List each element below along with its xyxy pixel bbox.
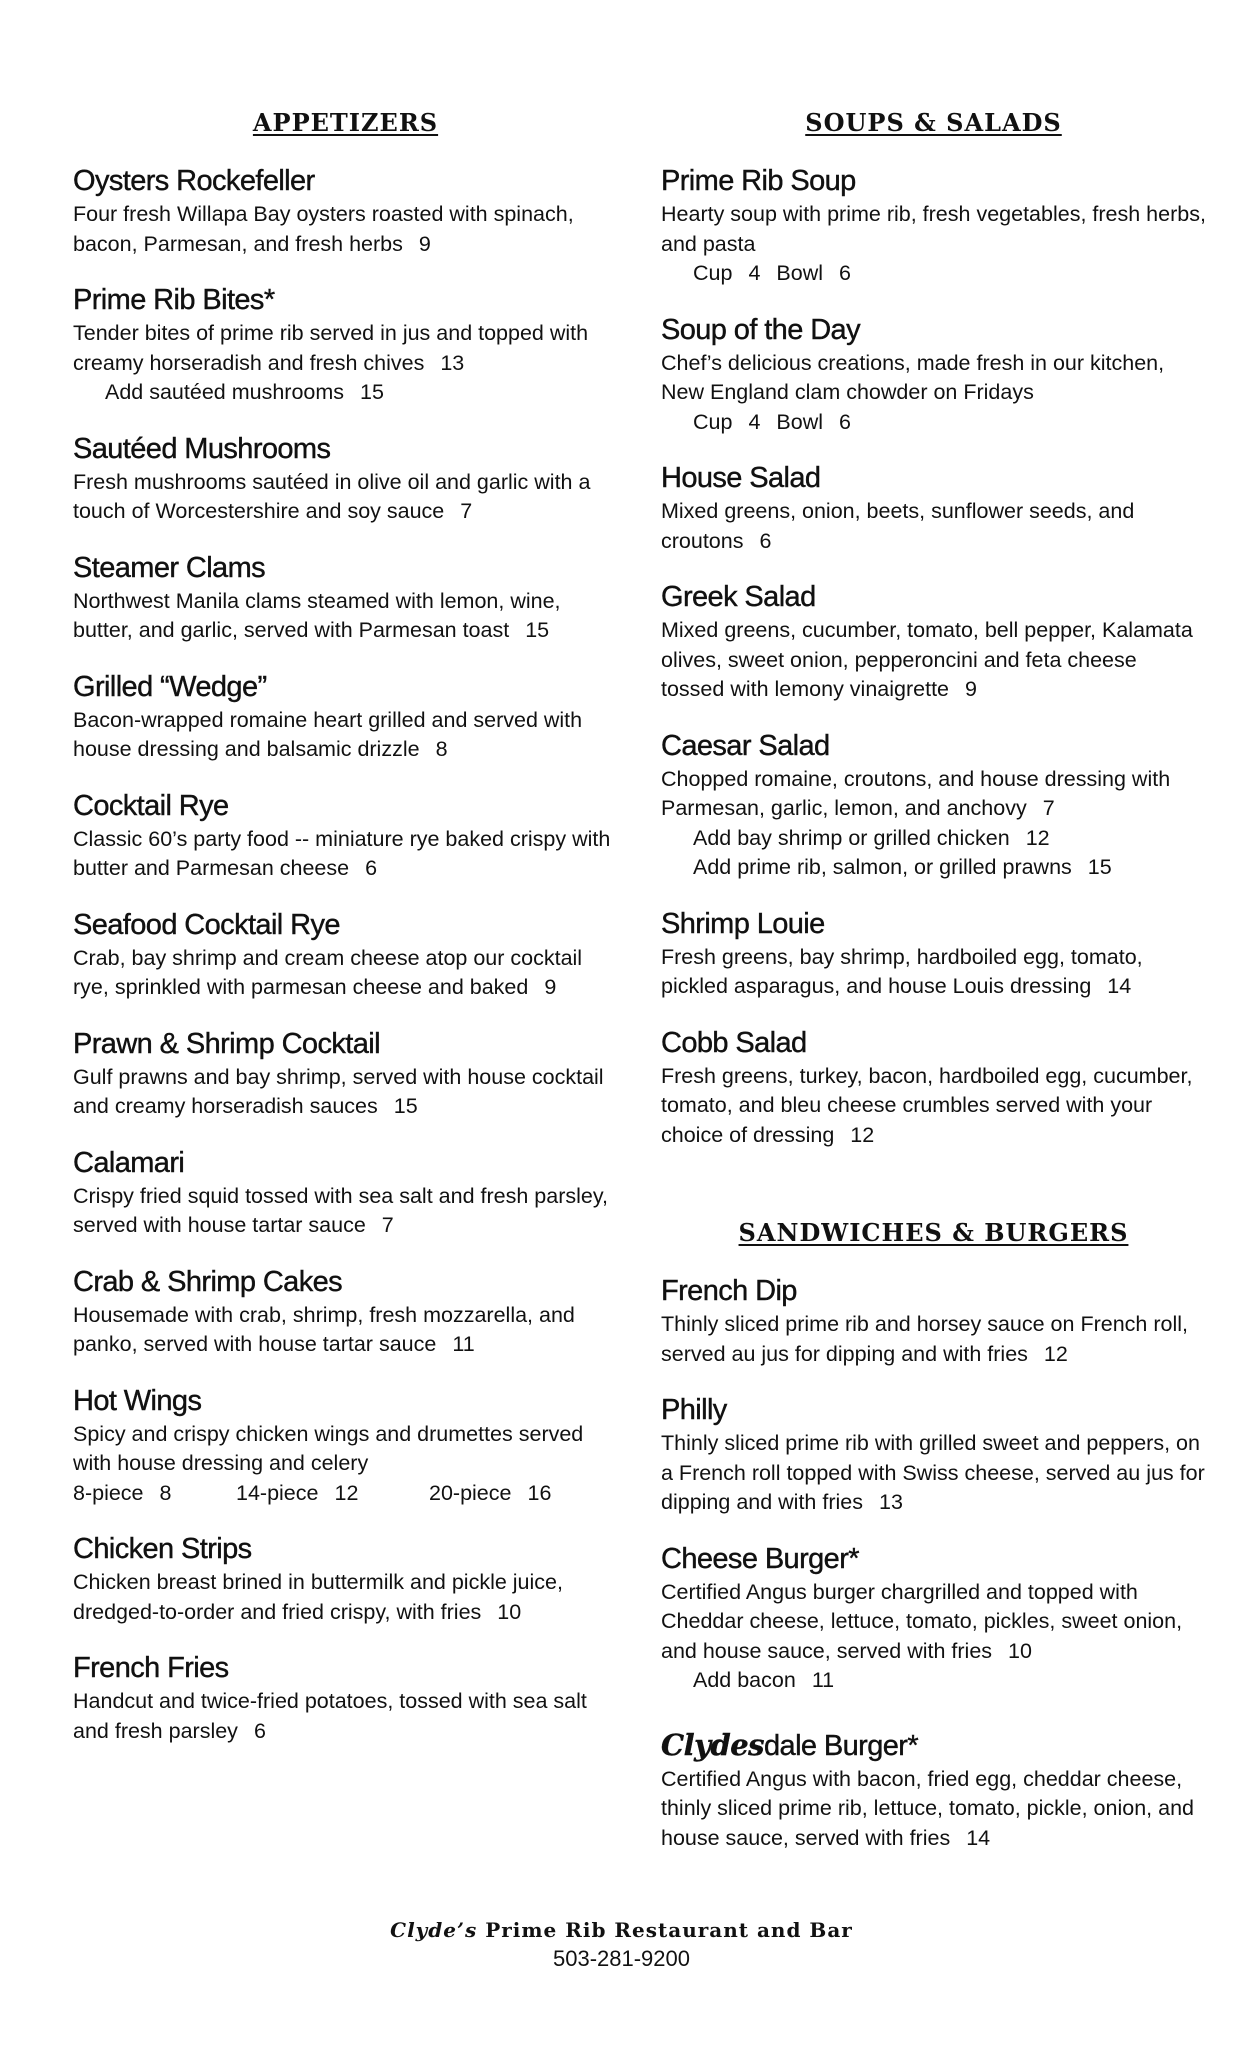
item-price: 7	[381, 1213, 394, 1237]
item-price: 9	[965, 677, 977, 701]
item-name: Clydesdale Burger*	[661, 1727, 919, 1762]
size-option: 8-piece 8	[73, 1480, 172, 1505]
item-price: 6	[759, 528, 772, 553]
menu-item	[73, 430, 618, 527]
item-description: Thinly sliced prime rib with grilled sweet and peppers, on a French roll topped with Swiss cheese, served au jus for dipping and with fries 13	[661, 1431, 1205, 1514]
item-price: 13	[440, 350, 465, 375]
item-price: 9	[418, 231, 431, 256]
item-name: Seafood Cocktail Rye	[73, 908, 340, 941]
menu-item	[73, 906, 618, 1003]
item-description: Classic 60’s party food -- miniature rye baked crispy with butter and Parmesan cheese 6	[73, 826, 611, 880]
cup-bowl-prices: Cup 4 Bowl 6	[693, 409, 851, 434]
item-description: Chef’s delicious creations, made fresh in our kitchen, New England clam chowder on Fridays	[661, 350, 1165, 404]
menu-item	[73, 668, 618, 765]
item-description: Mixed greens, onion, beets, sunflower seeds, and croutons 6	[661, 499, 1135, 553]
menu-item	[73, 1649, 618, 1746]
item-price: 9	[544, 975, 557, 999]
item-price: 12	[1043, 1341, 1068, 1366]
item-description: Certified Angus burger chargrilled and topped with Cheddar cheese, lettuce, tomato, pickles, sweet onion, and house sauce, served with fries 10	[661, 1579, 1183, 1663]
item-name: Greek Salad	[661, 581, 816, 613]
soups-salads-heading: SOUPS & SALADS	[805, 108, 1062, 137]
item-description: Four fresh Willapa Bay oysters roasted with spinach, bacon, Parmesan, and fresh herbs 9	[73, 202, 574, 256]
menu-item	[73, 1263, 618, 1360]
item-name: Calamari	[73, 1146, 185, 1179]
item-name: Shrimp Louie	[661, 907, 825, 940]
item-description: Housemade with crab, shrimp, fresh mozzarella, and panko, served with house tartar sauce 11	[73, 1302, 575, 1356]
appetizers-heading: APPETIZERS	[252, 108, 439, 137]
item-name: Chicken Strips	[73, 1533, 252, 1565]
item-name: Prawn & Shrimp Cocktail	[73, 1027, 380, 1060]
item-name: Cobb Salad	[661, 1026, 807, 1059]
item-price: 7	[1042, 796, 1055, 820]
addon-price: 12	[1025, 825, 1050, 850]
item-description: Chopped romaine, croutons, and house dressing with Parmesan, garlic, lemon, and anchovy 7	[661, 766, 1171, 820]
item-name: French Fries	[73, 1652, 229, 1684]
addon-price: 15	[1087, 855, 1112, 879]
item-description: Crispy fried squid tossed with sea salt and fresh parsley, served with house tartar sauce 7	[73, 1183, 608, 1237]
item-price: 11	[452, 1332, 475, 1356]
menu-item	[661, 459, 1206, 556]
item-name: Steamer Clams	[73, 551, 266, 584]
item-price: 14	[1107, 974, 1132, 998]
item-description: Gulf prawns and bay shrimp, served with house cocktail and creamy horseradish sauces 15	[73, 1064, 604, 1118]
item-price: 7	[460, 499, 473, 523]
soups-salads-list	[661, 162, 1206, 1172]
item-description: Chicken breast brined in buttermilk and pickle juice, dredged-to-order and fried crispy, with fries 10	[73, 1570, 563, 1624]
item-description: Northwest Manila clams steamed with lemon, wine, butter, and garlic, served with Parmesan toast 15	[73, 588, 561, 642]
menu-item	[73, 549, 618, 646]
item-description: Tender bites of prime rib served in jus and topped with creamy horseradish and fresh chives 13	[73, 321, 589, 375]
item-description: Spicy and crispy chicken wings and drumettes served with house dressing and celery	[73, 1421, 584, 1475]
item-name: Caesar Salad	[661, 729, 830, 762]
item-name: Cheese Burger*	[661, 1542, 859, 1575]
item-addon: Add bay shrimp or grilled chicken 12	[693, 825, 1050, 850]
item-description: Handcut and twice-fried potatoes, tossed with sea salt and fresh parsley 6	[73, 1689, 587, 1743]
item-name: Oysters Rockefeller	[73, 165, 315, 197]
item-name: Cocktail Rye	[73, 789, 229, 822]
item-price: 6	[365, 856, 378, 880]
item-name: Soup of the Day	[661, 313, 860, 346]
item-price: 15	[393, 1094, 418, 1118]
footer	[0, 1918, 1243, 1972]
cup-bowl-prices: Cup 4 Bowl 6	[693, 261, 851, 285]
item-description: Fresh mushrooms sautéed in olive oil and garlic with a touch of Worcestershire and soy sauce 7	[73, 469, 591, 523]
menu-item	[661, 578, 1206, 705]
item-name: Grilled “Wedge”	[73, 670, 267, 703]
menu-item	[661, 727, 1206, 883]
menu-item	[661, 1024, 1206, 1151]
item-description: Fresh greens, turkey, bacon, hardboiled egg, cucumber, tomato, and bleu cheese crumbles served with your choice of dressing 12	[661, 1063, 1193, 1147]
item-description: Certified Angus with bacon, fried egg, cheddar cheese, thinly sliced prime rib, lettuce, tomato, pickle, onion, and house sauce, served with fries 14	[661, 1766, 1194, 1850]
menu-item	[661, 162, 1206, 289]
menu-item	[661, 1540, 1206, 1696]
item-addon: Add sautéed mushrooms 15	[105, 380, 384, 404]
addon-price: 11	[811, 1668, 835, 1692]
item-description: Fresh greens, bay shrimp, hardboiled egg, tomato, pickled asparagus, and house Louis dressing 14	[661, 944, 1143, 998]
menu-item	[661, 311, 1206, 438]
size-options	[73, 1479, 618, 1509]
item-addon: Add bacon 11	[693, 1668, 835, 1692]
item-description: Crab, bay shrimp and cream cheese atop our cocktail rye, sprinkled with parmesan cheese and baked 9	[73, 945, 583, 999]
menu-item	[73, 162, 618, 259]
item-description: Thinly sliced prime rib and horsey sauce on French roll, served au jus for dipping and with fries 12	[661, 1312, 1188, 1366]
item-price: 8	[435, 737, 448, 761]
menu-item	[73, 281, 618, 408]
item-price: 12	[850, 1122, 875, 1147]
size-option: 14-piece 12	[236, 1480, 359, 1505]
item-name: French Dip	[661, 1275, 797, 1307]
item-price: 6	[253, 1718, 266, 1743]
menu-item	[73, 1382, 618, 1509]
addon-price: 15	[360, 380, 384, 404]
sandwiches-list	[661, 1272, 1206, 1875]
item-price: 14	[966, 1825, 991, 1850]
item-price: 10	[1008, 1638, 1032, 1663]
item-name: Sautéed Mushrooms	[73, 432, 331, 465]
sandwiches-heading: SANDWICHES & BURGERS	[738, 1218, 1129, 1247]
item-price: 15	[525, 618, 550, 642]
clydes-script-text: Clydes	[661, 1727, 765, 1762]
menu-item	[661, 905, 1206, 1002]
item-price: 13	[878, 1490, 903, 1514]
item-name: Crab & Shrimp Cakes	[73, 1265, 343, 1298]
menu-item	[73, 1530, 618, 1627]
menu-item	[73, 1025, 618, 1122]
item-name: Prime Rib Soup	[661, 165, 856, 197]
item-description: Hearty soup with prime rib, fresh vegetables, fresh herbs, and pasta	[661, 202, 1206, 256]
menu-item	[73, 787, 618, 884]
item-name: Hot Wings	[73, 1384, 202, 1417]
phone-number: 503-281-9200	[552, 1946, 690, 1971]
menu-item	[661, 1391, 1206, 1518]
item-addon: Add prime rib, salmon, or grilled prawns 15	[693, 855, 1112, 879]
item-description: Bacon-wrapped romaine heart grilled and served with house dressing and balsamic drizzle 8	[73, 707, 583, 761]
size-option: 20-piece 16	[429, 1480, 552, 1505]
item-name: Prime Rib Bites*	[73, 284, 275, 316]
item-price: 10	[497, 1599, 522, 1624]
menu-item	[661, 1272, 1206, 1369]
item-name: House Salad	[661, 462, 821, 494]
item-name: Philly	[661, 1394, 727, 1426]
menu-item	[661, 1726, 1206, 1854]
appetizers-list	[73, 162, 618, 1768]
item-description: Mixed greens, cucumber, tomato, bell pepper, Kalamata olives, sweet onion, pepperoncini and feta cheese tossed with lemony vinaigrette 9	[661, 618, 1193, 701]
restaurant-name: Clyde’s Prime Rib Restaurant and Bar	[390, 1918, 853, 1942]
menu-item	[73, 1144, 618, 1241]
